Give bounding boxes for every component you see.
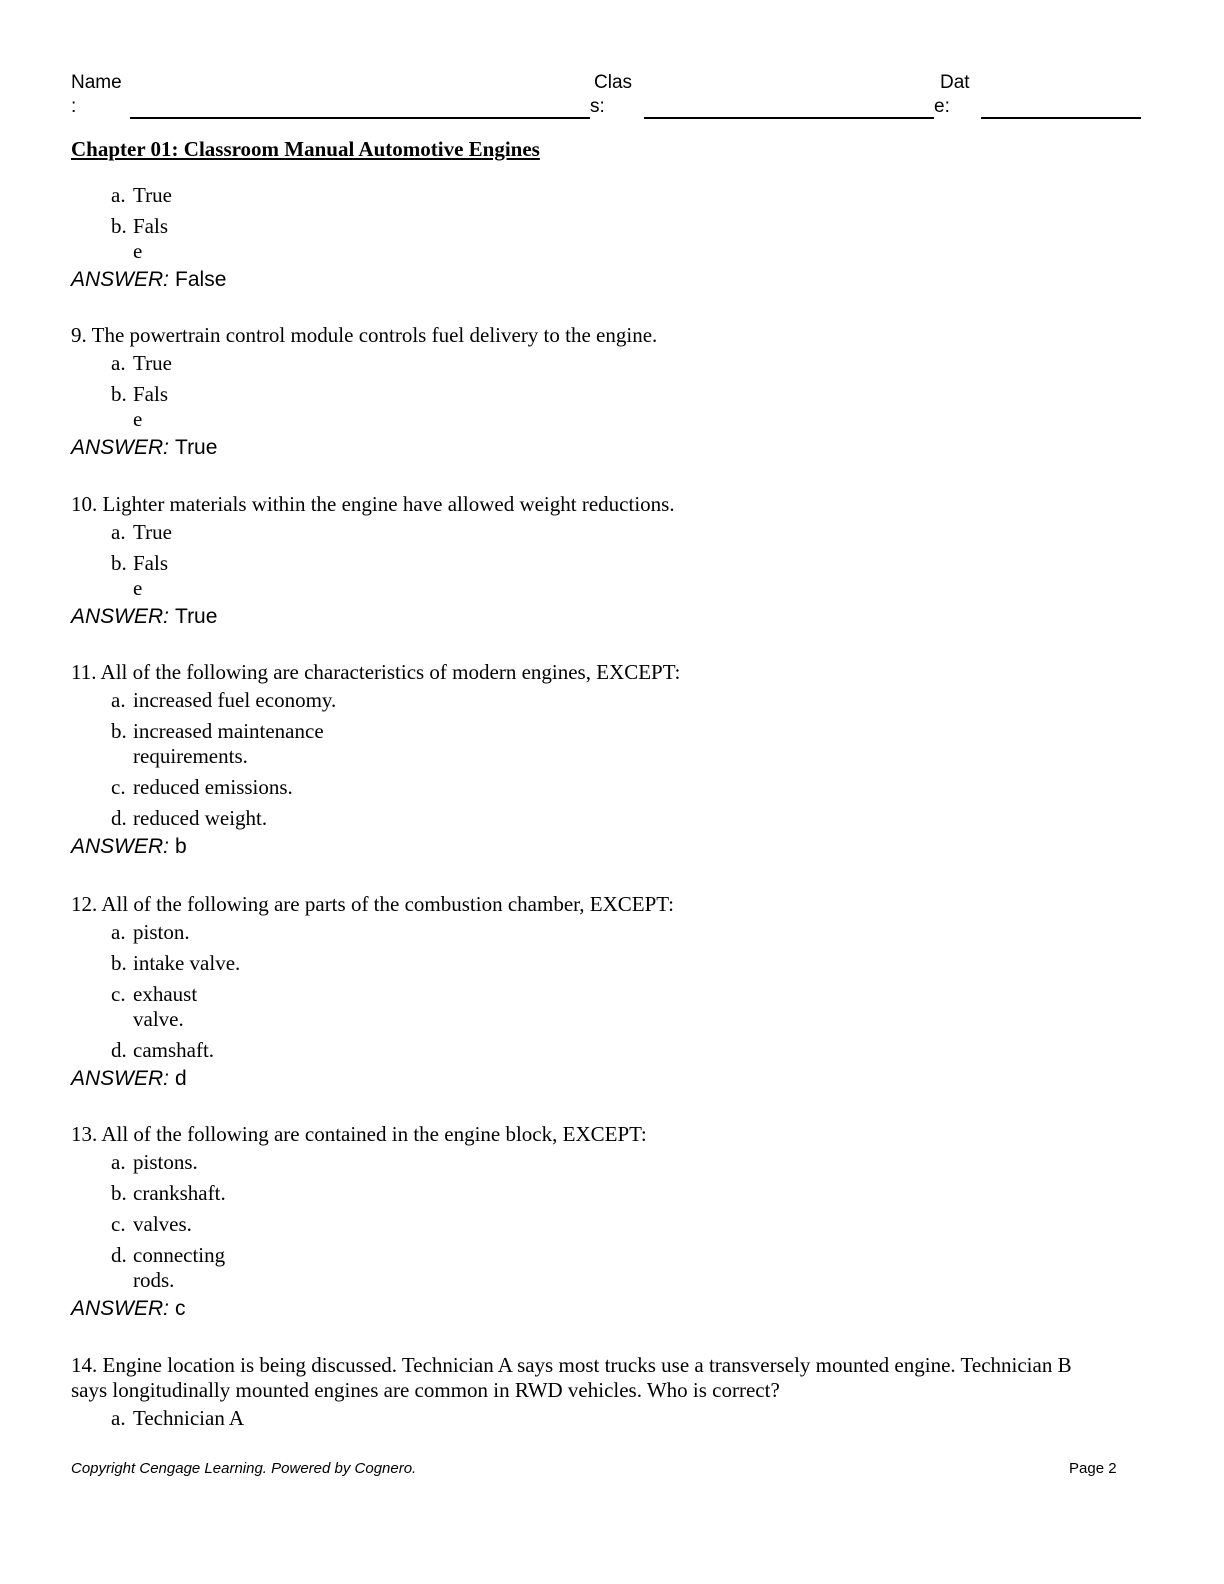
footer-page-number: Page 2 bbox=[1069, 1460, 1117, 1477]
q9-option-b[interactable]: b. Fals e bbox=[111, 382, 169, 431]
question-12 bbox=[71, 892, 1131, 1092]
q12-option-a[interactable]: a. piston. bbox=[111, 920, 190, 944]
question-14 bbox=[71, 1353, 1131, 1437]
question-9 bbox=[71, 323, 1131, 461]
q13-option-d[interactable]: d. connecting rods. bbox=[111, 1243, 226, 1292]
question-10 bbox=[71, 492, 1131, 630]
class-label: Clas bbox=[594, 72, 633, 93]
class-field-line[interactable] bbox=[644, 117, 934, 119]
question-8 bbox=[71, 183, 1131, 293]
name-label: Name bbox=[71, 72, 122, 93]
question-13 bbox=[71, 1122, 1131, 1322]
q9-stem: 9. The powertrain control module controls fuel delivery to the engine. bbox=[71, 323, 658, 347]
q8-answer: ANSWER: False bbox=[71, 268, 227, 291]
q12-option-d[interactable]: d. camshaft. bbox=[111, 1038, 215, 1062]
class-label-suffix: s: bbox=[590, 96, 605, 117]
q8-option-a[interactable]: a. True bbox=[111, 183, 172, 207]
q13-stem: 13. All of the following are contained in the engine block, EXCEPT: bbox=[71, 1122, 647, 1146]
q11-answer: ANSWER: b bbox=[71, 835, 187, 858]
q12-answer: ANSWER: d bbox=[71, 1067, 187, 1090]
q14-option-a[interactable]: a. Technician A bbox=[111, 1406, 245, 1430]
chapter-title: Chapter 01: Classroom Manual Automotive Engines bbox=[71, 137, 540, 161]
q12-option-c[interactable]: c. exhaust valve. bbox=[111, 982, 198, 1031]
name-field-line[interactable] bbox=[130, 117, 590, 119]
q9-answer: ANSWER: True bbox=[71, 436, 218, 459]
q12-option-b[interactable]: b. intake valve. bbox=[111, 951, 241, 975]
q12-stem: 12. All of the following are parts of the combustion chamber, EXCEPT: bbox=[71, 892, 674, 916]
q11-option-a[interactable]: a. increased fuel economy. bbox=[111, 688, 337, 712]
q10-option-a[interactable]: a. True bbox=[111, 520, 172, 544]
q14-stem-line-1: 14. Engine location is being discussed. Technician A says most trucks use a transversely mounted engine. Technician B bbox=[71, 1353, 1072, 1377]
q13-option-b[interactable]: b. crankshaft. bbox=[111, 1181, 226, 1205]
q11-stem: 11. All of the following are characteristics of modern engines, EXCEPT: bbox=[71, 660, 681, 684]
name-label-colon: : bbox=[71, 96, 77, 117]
q11-option-b[interactable]: b. increased maintenance requirements. bbox=[111, 719, 324, 768]
date-label: Dat bbox=[940, 72, 970, 93]
q13-option-c[interactable]: c. valves. bbox=[111, 1212, 192, 1236]
q8-option-b[interactable]: b. Fals e bbox=[111, 214, 169, 263]
q11-option-c[interactable]: c. reduced emissions. bbox=[111, 775, 293, 799]
footer-copyright: Copyright Cengage Learning. Powered by Cognero. bbox=[71, 1460, 417, 1477]
q11-option-d[interactable]: d. reduced weight. bbox=[111, 806, 268, 830]
q10-stem: 10. Lighter materials within the engine have allowed weight reductions. bbox=[71, 492, 675, 516]
q13-option-a[interactable]: a. pistons. bbox=[111, 1150, 198, 1174]
q10-answer: ANSWER: True bbox=[71, 605, 218, 628]
date-label-suffix: e: bbox=[934, 96, 950, 117]
q9-option-a[interactable]: a. True bbox=[111, 351, 172, 375]
q14-stem-line-2: says longitudinally mounted engines are common in RWD vehicles. Who is correct? bbox=[71, 1378, 780, 1402]
q10-option-b[interactable]: b. Fals e bbox=[111, 551, 169, 600]
date-field-line[interactable] bbox=[981, 117, 1141, 119]
q13-answer: ANSWER: c bbox=[71, 1297, 186, 1320]
question-11 bbox=[71, 660, 1131, 860]
